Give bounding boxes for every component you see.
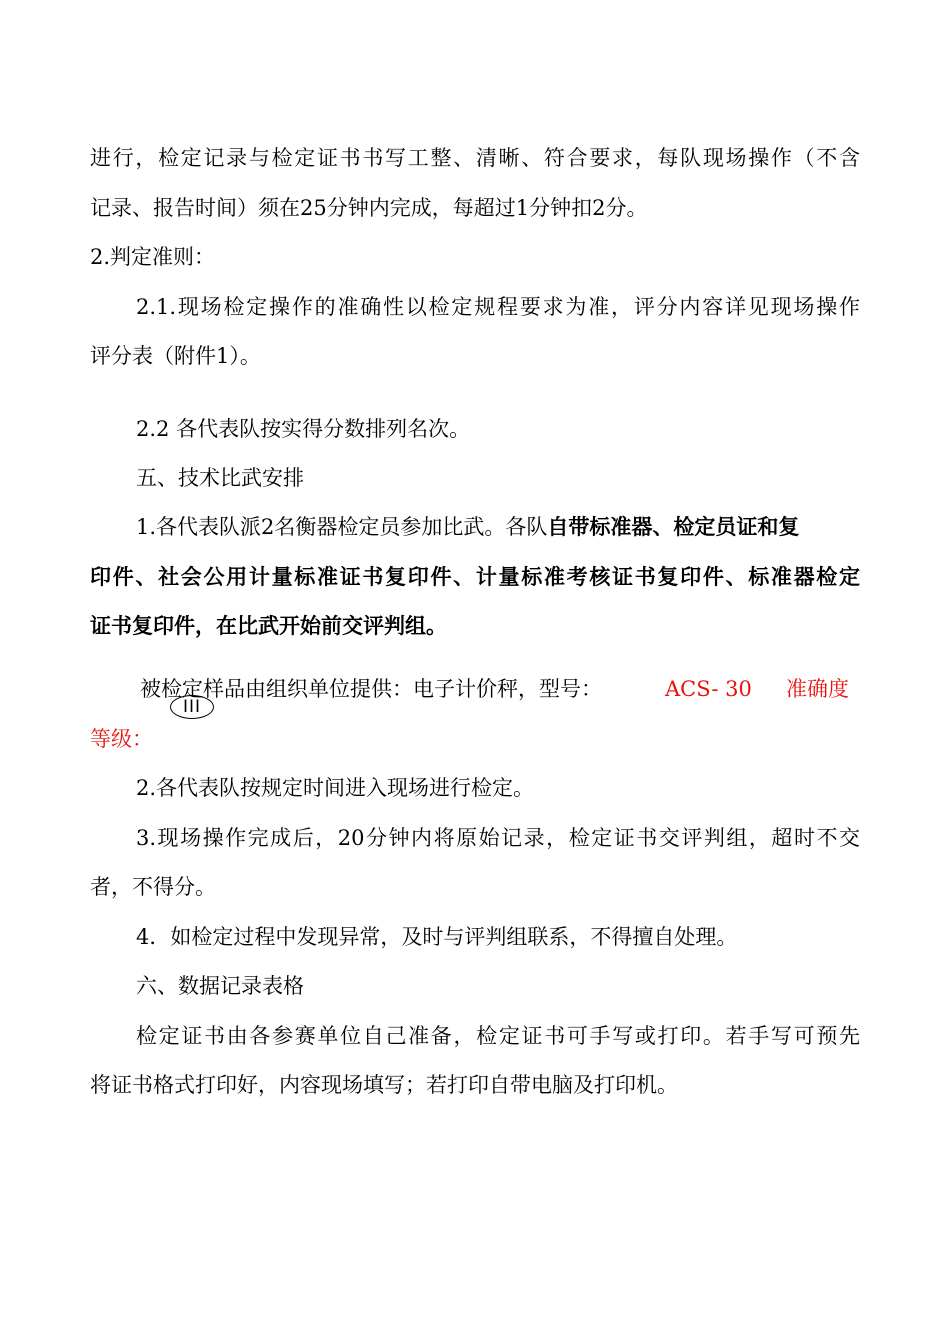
section-heading-judging-criteria: 2.判定准则：	[90, 245, 216, 269]
arrangement-1-text: 1.各代表队派2名衡器检定员参加比武。各队	[136, 515, 548, 539]
arrangement-1-line3: 证书复印件，在比武开始前交评判组。	[90, 613, 447, 638]
criteria-2-2: 2.2 各代表队按实得分数排列名次。	[136, 417, 471, 441]
criteria-2-1-line1: 2.1.现场检定操作的准确性以检定规程要求为准，评分内容详见现场操作	[136, 295, 860, 319]
arrangement-4: 4．如检定过程中发现异常，及时与评判组联系，不得擅自处理。	[136, 925, 738, 949]
accuracy-class-iii-mark: III	[170, 695, 214, 719]
paragraph-continuation-line2: 记录、报告时间）须在25分钟内完成，每超过1分钟扣2分。	[90, 196, 648, 220]
accuracy-label: 准确度	[786, 677, 849, 701]
paragraph-continuation-line1: 进行，检定记录与检定证书书写工整、清晰、符合要求，每队现场操作（不含	[90, 146, 860, 170]
arrangement-1-bold-text: 自带标准器、检定员证和复	[547, 514, 800, 539]
model-number: ACS- 30	[665, 677, 752, 701]
arrangement-1-line1	[136, 512, 860, 542]
arrangement-1-line2: 印件、社会公用计量标准证书复印件、计量标准考核证书复印件、标准器检定	[90, 564, 860, 589]
section-heading-competition-arrangement: 五、技术比武安排	[136, 466, 304, 490]
data-record-line1: 检定证书由各参赛单位自己准备，检定证书可手写或打印。若手写可预先	[136, 1024, 860, 1048]
sample-description-text: 被检定样品由组织单位提供：电子计价秤，型号：	[140, 677, 602, 701]
arrangement-3-line1: 3.现场操作完成后，20分钟内将原始记录，检定证书交评判组，超时不交	[136, 826, 860, 850]
criteria-2-1-line2: 评分表（附件1）。	[90, 344, 261, 368]
data-record-line2: 将证书格式打印好，内容现场填写；若打印自带电脑及打印机。	[90, 1073, 678, 1097]
arrangement-3-line2: 者，不得分。	[90, 875, 216, 899]
section-heading-data-record: 六、数据记录表格	[136, 974, 304, 998]
arrangement-2: 2.各代表队按规定时间进入现场进行检定。	[136, 776, 535, 800]
accuracy-grade-label: 等级：	[90, 727, 153, 751]
sample-description-line	[140, 674, 860, 704]
